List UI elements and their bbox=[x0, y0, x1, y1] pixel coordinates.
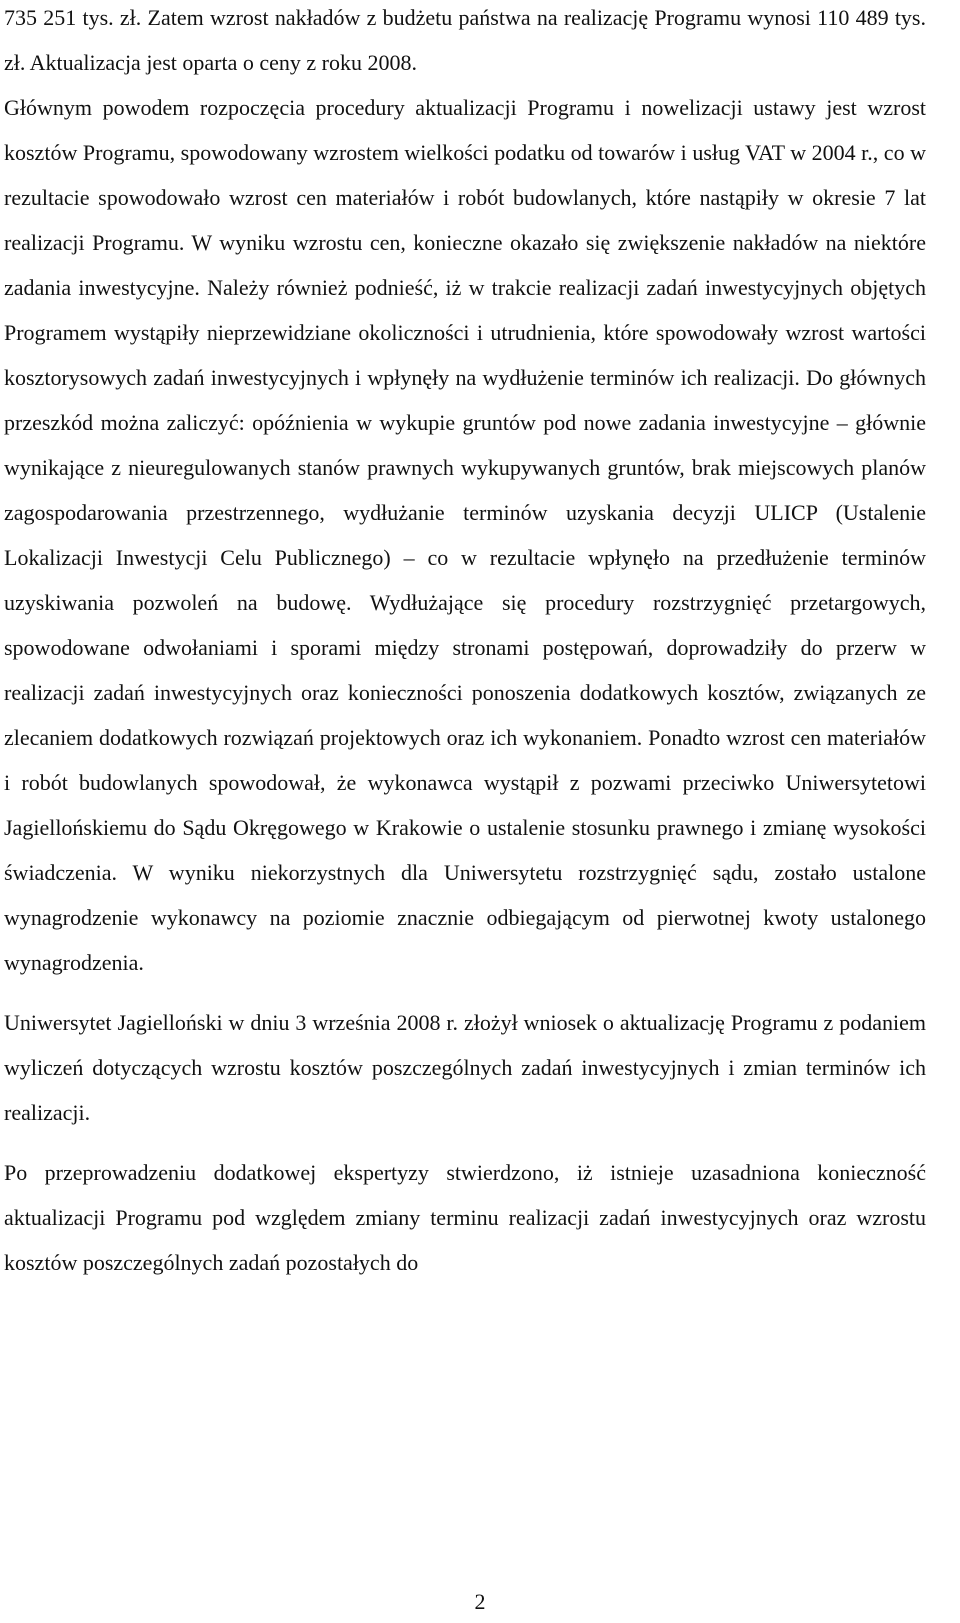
paragraph-university-application: Uniwersytet Jagielloński w dniu 3 września 2008 r. złożył wniosek o aktualizację Programu z podaniem wyliczeń dotyczących wzrostu kosztów poszczególnych zadań inwestycyjnych i zmian terminów ich realizacji. bbox=[4, 1010, 926, 1125]
paragraph-expertise-conclusion: Po przeprowadzeniu dodatkowej ekspertyzy stwierdzono, iż istnieje uzasadniona konieczność aktualizacji Programu pod względem zmiany terminu realizacji zadań inwestycyjnych oraz wzrostu kosztów poszczególnych zadań pozostałych do bbox=[4, 1160, 926, 1275]
paragraph-update-reasons: Głównym powodem rozpoczęcia procedury aktualizacji Programu i nowelizacji ustawy jest wzrost kosztów Programu, spowodowany wzrostem wielkości podatku od towarów i usług VAT w 2004 r., co w rezultacie spowodowało wzrost cen materiałów i robót budowlanych, które nastąpiły w okresie 7 lat realizacji Programu. W wyniku wzrostu cen, konieczne okazało się zwiększenie nakładów na niektóre zadania inwestycyjne. Należy również podnieść, iż w trakcie realizacji zadań inwestycyjnych objętych Programem wystąpiły nieprzewidziane okoliczności i utrudnienia, które spowodowały wzrost wartości kosztorysowych zadań inwestycyjnych i wpłynęły na wydłużenie terminów ich realizacji. Do głównych przeszkód można zaliczyć: opóźnienia w wykupie gruntów pod nowe zadania inwestycyjne – głównie wynikające z nieuregulowanych stanów prawnych wykupywanych gruntów, brak miejscowych planów zagospodarowania przestrzennego, wydłużanie terminów uzyskania decyzji ULICP (Ustalenie Lokalizacji Inwestycji Celu Publicznego) – co w rezultacie wpłynęło na przedłużenie terminów uzyskiwania pozwoleń na budowę. Wydłużające się procedury rozstrzygnięć przetargowych, spowodowane odwołaniami i sporami między stronami postępowań, doprowadziły do przerw w realizacji zadań inwestycyjnych oraz konieczności ponoszenia dodatkowych kosztów, związanych ze zlecaniem dodatkowych rozwiązań projektowych oraz ich wykonaniem. Ponadto wzrost cen materiałów i robót budowlanych spowodował, że wykonawca wystąpił z pozwami przeciwko Uniwersytetowi Jagiellońskiemu do Sądu Okręgowego w Krakowie o ustalenie stosunku prawnego i zmianę wysokości świadczenia. W wyniku niekorzystnych dla Uniwersytetu rozstrzygnięć sądu, zostało ustalone wynagrodzenie wykonawcy na poziomie znacznie odbiegającym od pierwotnej kwoty ustalonego wynagrodzenia. bbox=[4, 95, 926, 975]
page-number: 2 bbox=[474, 1589, 486, 1614]
paragraph-budget-increase: 735 251 tys. zł. Zatem wzrost nakładów z budżetu państwa na realizację Programu wynosi 110 489 tys. zł. Aktualizacja jest oparta o ceny z roku 2008. bbox=[4, 5, 926, 75]
document-page bbox=[4, 0, 926, 1285]
